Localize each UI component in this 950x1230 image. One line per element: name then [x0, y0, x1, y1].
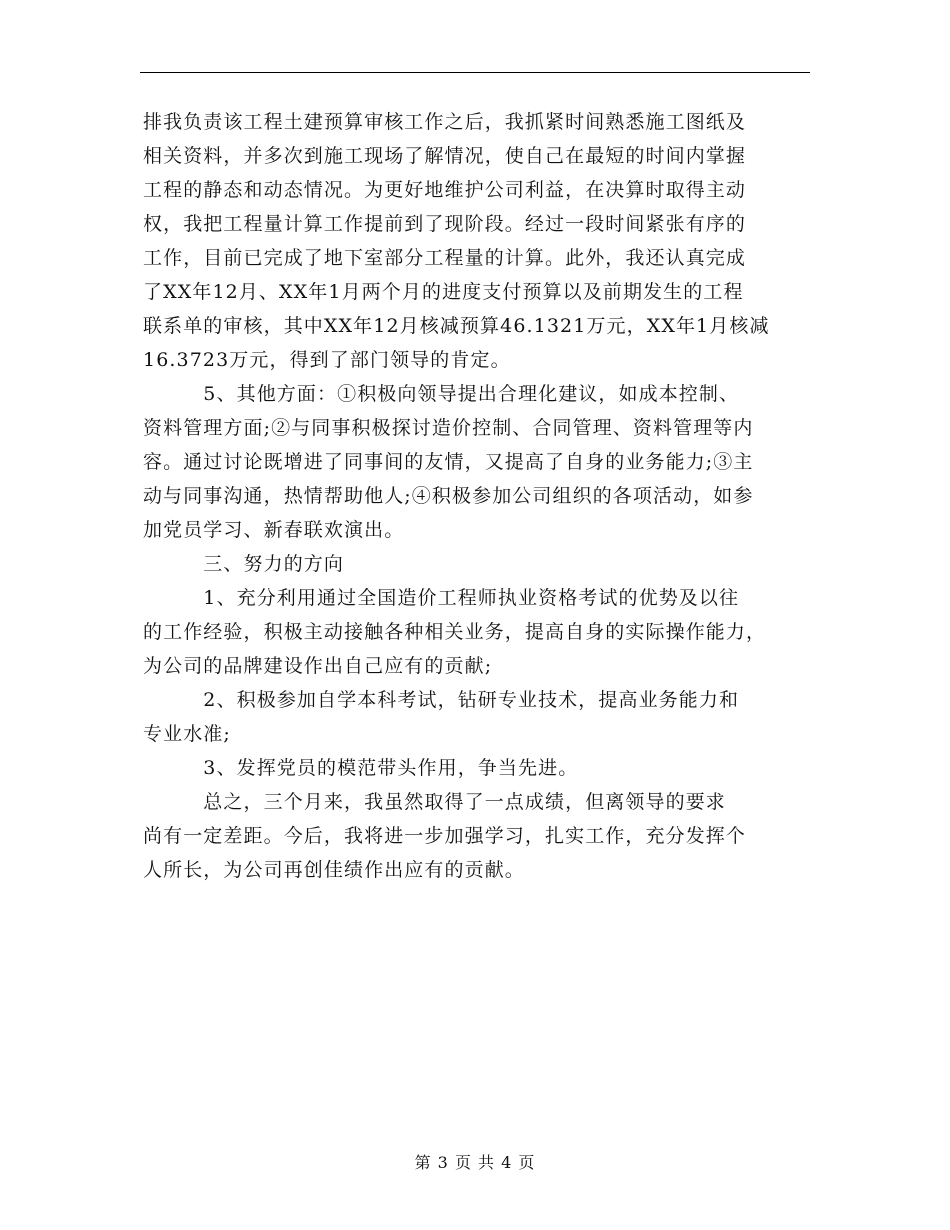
text-line: 为公司的品牌建设作出自己应有的贡献;	[143, 655, 493, 677]
text-line: 16.3723万元，得到了部门领导的肯定。	[143, 349, 511, 371]
text-line: 1、充分利用通过全国造价工程师执业资格考试的优势及以往	[143, 587, 740, 609]
text-line: 2、积极参加自学本科考试，钻研专业技术，提高业务能力和	[143, 689, 740, 711]
text-line: 的工作经验，积极主动接触各种相关业务，提高自身的实际操作能力，	[143, 621, 767, 643]
header-rule	[140, 72, 810, 73]
text-line: 尚有一定差距。今后，我将进一步加强学习，扎实工作，充分发挥个	[143, 825, 747, 847]
page-footer: 第 3 页 共 4 页	[414, 1153, 536, 1172]
text-line: 相关资料，并多次到施工现场了解情况，使自己在最短的时间内掌握	[143, 145, 747, 167]
text-line: 排我负责该工程土建预算审核工作之后，我抓紧时间熟悉施工图纸及	[143, 111, 747, 133]
text-line: 容。通过讨论既增进了同事间的友情，又提高了自身的业务能力;③主	[143, 451, 754, 473]
text-line: 了XX年12月、XX年1月两个月的进度支付预算以及前期发生的工程	[143, 281, 744, 303]
text-line: 动与同事沟通，热情帮助他人;④积极参加公司组织的各项活动，如参	[143, 485, 754, 507]
body-text	[143, 105, 823, 887]
text-line: 联系单的审核，其中XX年12月核减预算46.1321万元，XX年1月核减	[143, 315, 770, 337]
text-line: 5、其他方面：①积极向领导提出合理化建议，如成本控制、	[143, 383, 740, 405]
text-line: 工程的静态和动态情况。为更好地维护公司利益，在决算时取得主动	[143, 179, 747, 201]
text-line: 专业水准;	[143, 723, 231, 745]
text-line: 3、发挥党员的模范带头作用，争当先进。	[143, 757, 579, 779]
section-heading: 三、努力的方向	[143, 553, 345, 575]
text-line: 工作，目前已完成了地下室部分工程量的计算。此外，我还认真完成	[143, 247, 747, 269]
text-line: 加党员学习、新春联欢演出。	[143, 519, 405, 541]
text-line: 权，我把工程量计算工作提前到了现阶段。经过一段时间紧张有序的	[143, 213, 747, 235]
text-line: 资料管理方面;②与同事积极探讨造价控制、合同管理、资料管理等内	[143, 417, 754, 439]
text-line: 总之，三个月来，我虽然取得了一点成绩，但离领导的要求	[143, 791, 726, 813]
text-line: 人所长，为公司再创佳绩作出应有的贡献。	[143, 859, 525, 881]
